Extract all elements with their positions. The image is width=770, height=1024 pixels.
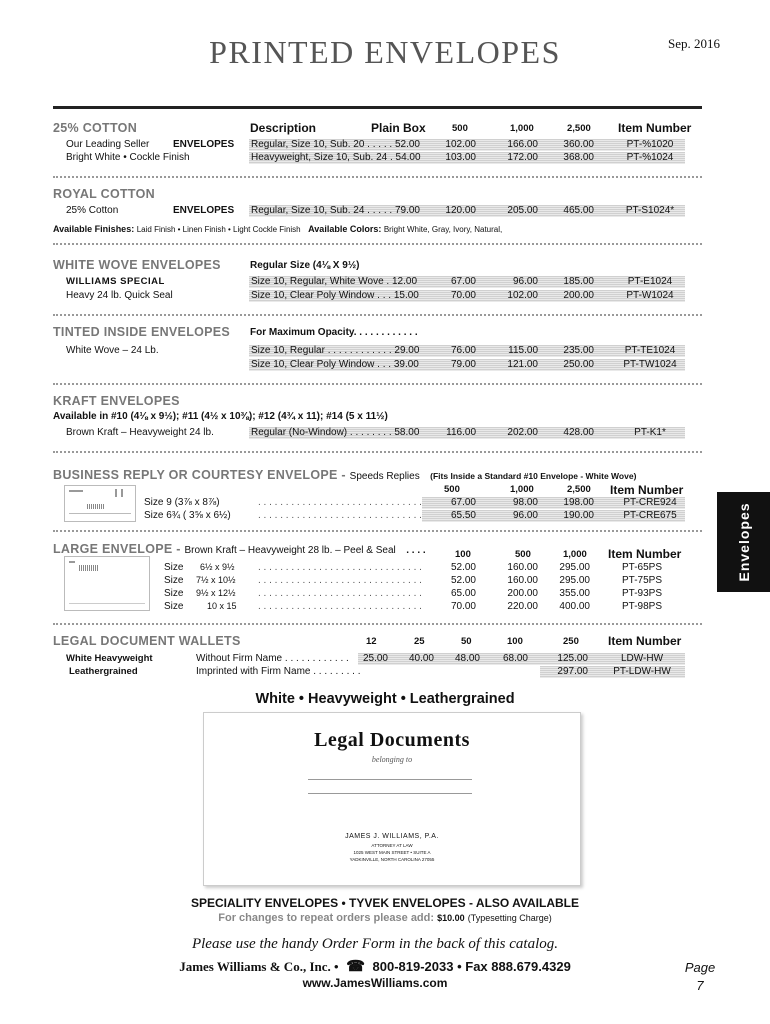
royal-finishes bbox=[53, 224, 502, 234]
reply-title: BUSINESS REPLY OR COURTESY ENVELOPE - bbox=[53, 468, 350, 482]
wove-desc: Size 10, Clear Poly Window . . . 15.00 bbox=[251, 290, 419, 301]
col-item-number: Item Number bbox=[610, 483, 684, 497]
charge-note: (Typesetting Charge) bbox=[467, 913, 552, 923]
reply-envelope-thumbnail bbox=[64, 485, 136, 522]
reply-size: Size 6¾ ( 3⅝ x 6½) bbox=[144, 510, 231, 521]
sample-heading: Legal Documents bbox=[314, 729, 470, 751]
reply-note: (Fits Inside a Standard #10 Envelope - White Wove) bbox=[430, 471, 637, 481]
price-500: 67.00 bbox=[450, 497, 476, 508]
dot-leader: . . . . . . . . . . . . . . . . . . . . . . . . . . . . . . bbox=[258, 510, 422, 521]
section-divider bbox=[53, 176, 702, 178]
price-2500: 198.00 bbox=[563, 497, 594, 508]
col-25: 25 bbox=[414, 636, 425, 647]
fax-number: • Fax 888.679.4329 bbox=[457, 959, 571, 974]
company-name: James Williams & Co., Inc. • bbox=[179, 959, 339, 974]
size-dimension: 7½ x 10½ bbox=[196, 575, 236, 585]
section-title-25-cotton: 25% COTTON bbox=[53, 121, 138, 135]
price-1000: 205.00 bbox=[507, 205, 538, 216]
size-dimension: 9½ x 12½ bbox=[196, 588, 236, 598]
section-title-legal-wallets: LEGAL DOCUMENT WALLETS bbox=[53, 634, 241, 648]
price-2500: 190.00 bbox=[563, 510, 594, 521]
price-2500: 250.00 bbox=[563, 359, 594, 370]
website-link[interactable]: www.JamesWilliams.com bbox=[302, 976, 448, 990]
large-subtitle: Brown Kraft – Heavyweight 28 lb. – Peel & Seal bbox=[184, 545, 396, 556]
price-100: 52.00 bbox=[450, 575, 476, 586]
page-number: 7 bbox=[696, 978, 704, 993]
price-500: 76.00 bbox=[450, 345, 476, 356]
wove-desc: Size 10, Regular, White Wove . 12.00 bbox=[251, 276, 418, 287]
col-50: 50 bbox=[461, 636, 472, 647]
reply-subtitle: Speeds Replies bbox=[349, 471, 420, 482]
sample-belonging: belonging to bbox=[371, 755, 413, 764]
item-number: PT-TE1024 bbox=[624, 345, 676, 356]
royal-left: 25% Cotton bbox=[66, 205, 119, 216]
contact-line bbox=[0, 957, 750, 975]
speciality-note: SPECIALITY ENVELOPES • TYVEK ENVELOPES - ALSO AVAILABLE bbox=[190, 896, 580, 910]
sample-city: YADKINVILLE, NORTH CAROLINA 27055 bbox=[349, 857, 435, 862]
kraft-available: Available in #10 (4⅛ x 9½); #11 (4½ x 10⅜); #12 (4¾ x 11); #14 (5 x 11½) bbox=[53, 411, 388, 422]
item-number: PT-98PS bbox=[621, 601, 663, 612]
item-number: PT-W1024 bbox=[626, 290, 674, 301]
cotton-left-2: Bright White • Cockle Finish bbox=[66, 152, 190, 163]
item-number: PT-93PS bbox=[621, 588, 663, 599]
item-number: PT-%1020 bbox=[626, 139, 674, 150]
col-500: 500 bbox=[452, 123, 468, 134]
tinted-note: For Maximum Opacity. . . . . . . . . . . . bbox=[250, 327, 418, 338]
charge-amount: $10.00 bbox=[437, 913, 465, 923]
section-title-kraft: KRAFT ENVELOPES bbox=[53, 394, 180, 408]
legal-left-1: White Heavyweight bbox=[66, 653, 153, 664]
price-2500: 360.00 bbox=[563, 139, 594, 150]
price-250: 125.00 bbox=[557, 653, 588, 664]
price-1000: 115.00 bbox=[508, 345, 538, 356]
col-2500: 2,500 bbox=[567, 123, 591, 134]
col-plain-box: Plain Box bbox=[371, 121, 426, 135]
price-2500: 428.00 bbox=[563, 427, 594, 438]
royal-type: ENVELOPES bbox=[173, 205, 235, 216]
kraft-left: Brown Kraft – Heavyweight 24 lb. bbox=[66, 427, 214, 438]
large-title: LARGE ENVELOPE - bbox=[53, 542, 185, 556]
cotton-left-1: Our Leading Seller bbox=[66, 139, 150, 150]
item-number: PT-%1024 bbox=[626, 152, 674, 163]
col-500: 500 bbox=[444, 484, 460, 495]
price-1000: 355.00 bbox=[559, 588, 590, 599]
page-title: PRINTED ENVELOPES bbox=[209, 34, 561, 70]
cotton-desc: Heavyweight, Size 10, Sub. 24 . 54.00 bbox=[251, 152, 421, 163]
phone-number[interactable]: 800-819-2033 bbox=[372, 959, 454, 974]
price-100: 68.00 bbox=[502, 653, 528, 664]
price-2500: 185.00 bbox=[563, 276, 594, 287]
colors-list: Bright White, Gray, Ivory, Natural, bbox=[383, 225, 503, 234]
price-1000: 295.00 bbox=[559, 575, 590, 586]
col-item-number: Item Number bbox=[608, 634, 682, 648]
section-title-royal-cotton: ROYAL COTTON bbox=[53, 187, 155, 201]
col-1000: 1,000 bbox=[563, 549, 587, 560]
item-number: PT-E1024 bbox=[627, 276, 673, 287]
section-divider bbox=[53, 314, 702, 316]
wove-size-label: Regular Size (4⅛ X 9½) bbox=[250, 260, 360, 271]
item-number: PT-LDW-HW bbox=[613, 666, 671, 677]
section-divider bbox=[53, 623, 702, 625]
price-12: 25.00 bbox=[362, 653, 388, 664]
price-1000: 98.00 bbox=[512, 497, 538, 508]
price-1000: 102.00 bbox=[507, 290, 538, 301]
section-divider bbox=[53, 530, 702, 532]
col-100: 100 bbox=[507, 636, 523, 647]
finishes-label: Available Finishes: bbox=[53, 224, 135, 234]
col-100: 100 bbox=[455, 549, 471, 560]
sample-firm-title: ATTORNEY AT LAW bbox=[371, 843, 413, 848]
price-1000: 96.00 bbox=[512, 276, 538, 287]
price-500: 160.00 bbox=[507, 575, 538, 586]
price-2500: 465.00 bbox=[563, 205, 594, 216]
price-25: 40.00 bbox=[408, 653, 434, 664]
legal-desc: Imprinted with Firm Name . . . . . . . . . bbox=[196, 666, 361, 677]
tinted-desc: Size 10, Clear Poly Window . . . 39.00 bbox=[251, 359, 419, 370]
reply-size: Size 9 (3⅞ x 8⅞) bbox=[144, 497, 220, 508]
price-2500: 200.00 bbox=[563, 290, 594, 301]
cotton-type: ENVELOPES bbox=[173, 139, 235, 150]
price-250: 297.00 bbox=[557, 666, 588, 677]
section-divider bbox=[53, 243, 702, 245]
size-dimension: 10 x 15 bbox=[207, 601, 237, 611]
price-500: 65.50 bbox=[450, 510, 476, 521]
size-label: Size bbox=[164, 575, 184, 586]
item-number: PT-65PS bbox=[621, 562, 663, 573]
dot-leader: . . . . . . . . . . . . . . . . . . . . . . . . . . . . . . bbox=[258, 588, 422, 599]
sample-address: 1025 WEST MAIN STREET • SUITE A bbox=[353, 850, 431, 855]
sample-line bbox=[308, 793, 472, 794]
size-dimension: 6½ x 9½ bbox=[200, 562, 235, 572]
item-number: PT-75PS bbox=[621, 575, 663, 586]
price-500: 70.00 bbox=[450, 290, 476, 301]
legal-wallet-sample-image bbox=[203, 712, 581, 886]
col-item-number: Item Number bbox=[608, 547, 682, 561]
item-number: PT-CRE675 bbox=[623, 510, 677, 521]
section-divider bbox=[53, 451, 702, 453]
section-divider bbox=[53, 383, 702, 385]
large-dots: . . . . bbox=[406, 545, 426, 556]
catalog-date: Sep. 2016 bbox=[668, 36, 720, 51]
price-500: 67.00 bbox=[450, 276, 476, 287]
changes-note bbox=[0, 912, 770, 924]
section-title-white-wove: WHITE WOVE ENVELOPES bbox=[53, 258, 221, 272]
dot-leader: . . . . . . . . . . . . . . . . . . . . . . . . . . . . . . bbox=[258, 575, 422, 586]
price-1000: 202.00 bbox=[507, 427, 538, 438]
item-number: PT-S1024* bbox=[625, 205, 675, 216]
price-1000: 166.00 bbox=[507, 139, 538, 150]
colors-label: Available Colors: bbox=[308, 224, 382, 234]
price-500: 220.00 bbox=[507, 601, 538, 612]
col-item-number: Item Number bbox=[618, 121, 692, 135]
tinted-left: White Wove – 24 Lb. bbox=[66, 345, 159, 356]
price-500: 79.00 bbox=[450, 359, 476, 370]
item-number: LDW-HW bbox=[620, 653, 664, 664]
section-title-business-reply bbox=[53, 466, 636, 484]
section-title-tinted-inside: TINTED INSIDE ENVELOPES bbox=[53, 325, 231, 339]
item-number: PT-CRE924 bbox=[623, 497, 677, 508]
price-2500: 368.00 bbox=[563, 152, 594, 163]
price-1000: 96.00 bbox=[512, 510, 538, 521]
price-500: 200.00 bbox=[507, 588, 538, 599]
col-2500: 2,500 bbox=[567, 484, 591, 495]
kraft-desc: Regular (No-Window) . . . . . . . . 58.00 bbox=[251, 427, 420, 438]
tinted-desc: Size 10, Regular . . . . . . . . . . . . 29.00 bbox=[251, 345, 420, 356]
price-1000: 400.00 bbox=[559, 601, 590, 612]
price-500: 120.00 bbox=[445, 205, 476, 216]
envelopes-section-tab[interactable]: Envelopes bbox=[717, 492, 770, 592]
dot-leader: . . . . . . . . . . . . . . . . . . . . . . . . . . . . . . bbox=[258, 497, 422, 508]
legal-banner: White • Heavyweight • Leathergrained bbox=[255, 691, 515, 707]
col-12: 12 bbox=[366, 636, 377, 647]
cotton-desc: Regular, Size 10, Sub. 20 . . . . . 52.00 bbox=[251, 139, 420, 150]
col-250: 250 bbox=[563, 636, 579, 647]
item-number: PT-K1* bbox=[634, 427, 666, 438]
col-500: 500 bbox=[515, 549, 531, 560]
item-number: PT-TW1024 bbox=[623, 359, 677, 370]
price-500: 103.00 bbox=[445, 152, 476, 163]
dot-leader: . . . . . . . . . . . . . . . . . . . . . . . . . . . . . . bbox=[258, 601, 422, 612]
col-1000: 1,000 bbox=[510, 484, 534, 495]
col-1000: 1,000 bbox=[510, 123, 534, 134]
price-100: 70.00 bbox=[450, 601, 476, 612]
price-1000: 172.00 bbox=[507, 152, 538, 163]
header-rule bbox=[53, 106, 702, 109]
royal-desc: Regular, Size 10, Sub. 24 . . . . . 79.00 bbox=[251, 205, 420, 216]
wove-left-1: WILLIAMS SPECIAL bbox=[66, 276, 165, 287]
sample-line bbox=[308, 779, 472, 780]
large-envelope-thumbnail bbox=[64, 556, 150, 611]
page-label: Page bbox=[684, 960, 716, 975]
dot-leader: . . . . . . . . . . . . . . . . . . . . . . . . . . . . . . bbox=[258, 562, 422, 573]
price-100: 52.00 bbox=[450, 562, 476, 573]
order-form-note: Please use the handy Order Form in the back of this catalog. bbox=[191, 936, 559, 952]
wove-left-2: Heavy 24 lb. Quick Seal bbox=[66, 290, 173, 301]
legal-desc: Without Firm Name . . . . . . . . . . . . bbox=[196, 653, 349, 664]
price-500: 160.00 bbox=[507, 562, 538, 573]
size-label: Size bbox=[164, 601, 184, 612]
price-50: 48.00 bbox=[454, 653, 480, 664]
price-500: 102.00 bbox=[445, 139, 476, 150]
size-label: Size bbox=[164, 588, 184, 599]
price-500: 116.00 bbox=[446, 427, 476, 438]
price-1000: 121.00 bbox=[507, 359, 538, 370]
price-1000: 295.00 bbox=[559, 562, 590, 573]
size-label: Size bbox=[164, 562, 184, 573]
finishes-list: Laid Finish • Linen Finish • Light Cockle Finish bbox=[136, 225, 301, 234]
legal-left-2: Leathergrained bbox=[69, 666, 138, 677]
phone-icon: ☎ bbox=[346, 958, 365, 975]
price-2500: 235.00 bbox=[563, 345, 594, 356]
sample-name: JAMES J. WILLIAMS, P.A. bbox=[345, 833, 439, 840]
col-description: Description bbox=[250, 121, 317, 135]
changes-text: For changes to repeat orders please add: bbox=[218, 912, 435, 924]
price-100: 65.00 bbox=[450, 588, 476, 599]
